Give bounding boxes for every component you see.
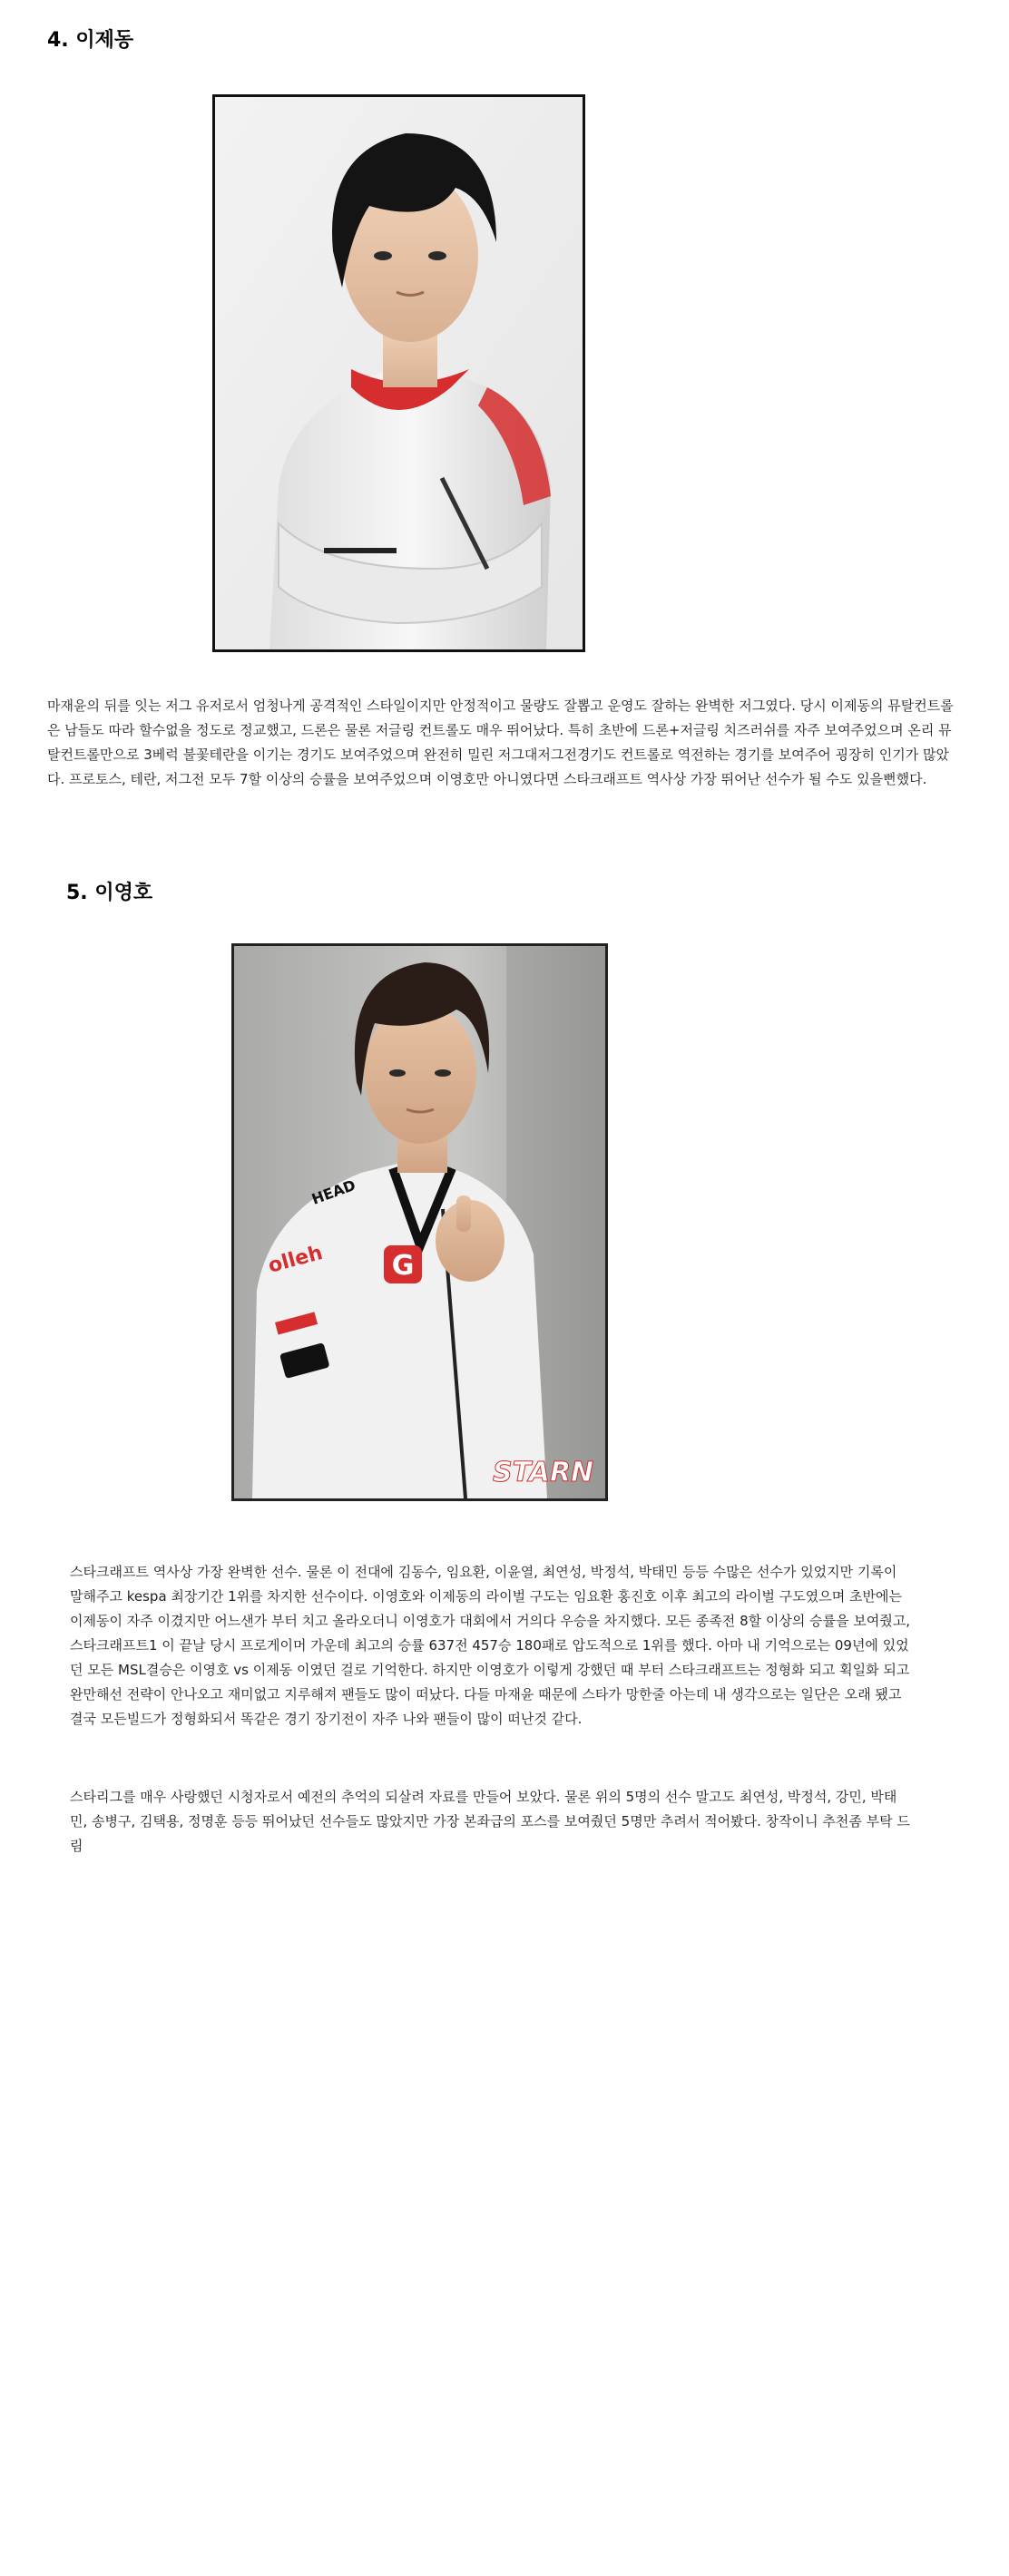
player-illustration [215,97,583,649]
player-photo-lee-young-ho [231,943,608,1501]
section-heading-4: 4. 이제동 [47,29,134,52]
player-illustration [234,946,605,1498]
player-photo-lee-jae-dong [212,94,585,652]
sponsor-olleh-text: olleh [266,1241,326,1278]
closing-remarks: 스타리그를 매우 사랑했던 시청자로서 예전의 추억의 되살려 자료를 만들어 보았다. 물론 위의 5명의 선수 말고도 최연성, 박정석, 강민, 박태민, 송병구, 김택용, 정명훈 등등 뛰어났던 선수들도 많았지만 가장 본좌급의 포스를 보여줬던 5명만 추려서 적어봤다. 창작이니 추천좀 부탁 드림 [70,1789,910,1854]
starn-watermark: STARN [493,1457,594,1488]
player-description-4: 마재윤의 뒤를 잇는 저그 유저로서 엄청나게 공격적인 스타일이지만 안정적이고 물량도 잘뽑고 운영도 잘하는 완벽한 저그였다. 당시 이제동의 뮤탈컨트롤은 남들도 따라 할수없을 정도로 정교했고, 드론은 물론 저글링 컨트롤도 매우 뛰어났다. 특히 초반에 드론+저글링 치즈러쉬를 자주 보여주었으며 온리 뮤탈컨트롤만으로 3베럭 불꽃테란을 이기는 경기도 보여주었으며 완전히 밀린 저그대저그전경기도 컨트롤로 역전하는 경기를 보여주어 굉장히 인기가 많았다. 프로토스, 테란, 저그전 모두 7할 이상의 승률을 보여주었으며 이영호만 아니였다면 스타크래프트 역사상 가장 뛰어난 선수가 될 수도 있을뻔했다. [47,698,954,787]
section-heading-5: 5. 이영호 [66,882,153,904]
player-description-5: 스타크래프트 역사상 가장 완벽한 선수. 물론 이 전대에 김동수, 임요환, 이윤열, 최연성, 박정석, 박태민 등등 수많은 선수가 있었지만 기록이 말해주고 kespa 최장기간 1위를 차지한 선수이다. 이영호와 이제동의 라이벌 구도는 임요환 홍진호 이후 최고의 라이벌 구도였으며 초반에는 이제동이 자주 이겼지만 어느샌가 부터 치고 올라오더니 이영호가 대회에서 거의다 우승을 차지했다. 모든 종족전 8할 이상의 승률을 보여줬고, 스타크래프트1 이 끝날 당시 프로게이머 가운데 최고의 승률 637전 457승 180패로 압도적으로 1위를 했다. 아마 내 기억으로는 09년에 있었던 모든 MSL결승은 이영호 vs 이제동 이였던 걸로 기억한다. 하지만 이영호가 이렇게 강했던 때 부터 스타크래프트는 정형화 되고 획일화 되고 완만해선 전략이 안나오고 재미없고 지루해져 팬들도 많이 떠났다. 다들 마재윤 때문에 스타가 망한줄 아는데 내 생각으로는 일단은 오래 됐고 결국 모든빌드가 정형화되서 똑같은 경기 장기전이 자주 나와 팬들이 많이 떠난것 같다. [70,1564,911,1727]
sponsor-logo-mark: G [391,1250,415,1282]
jacket-brand-text: HEAD [309,1176,358,1208]
